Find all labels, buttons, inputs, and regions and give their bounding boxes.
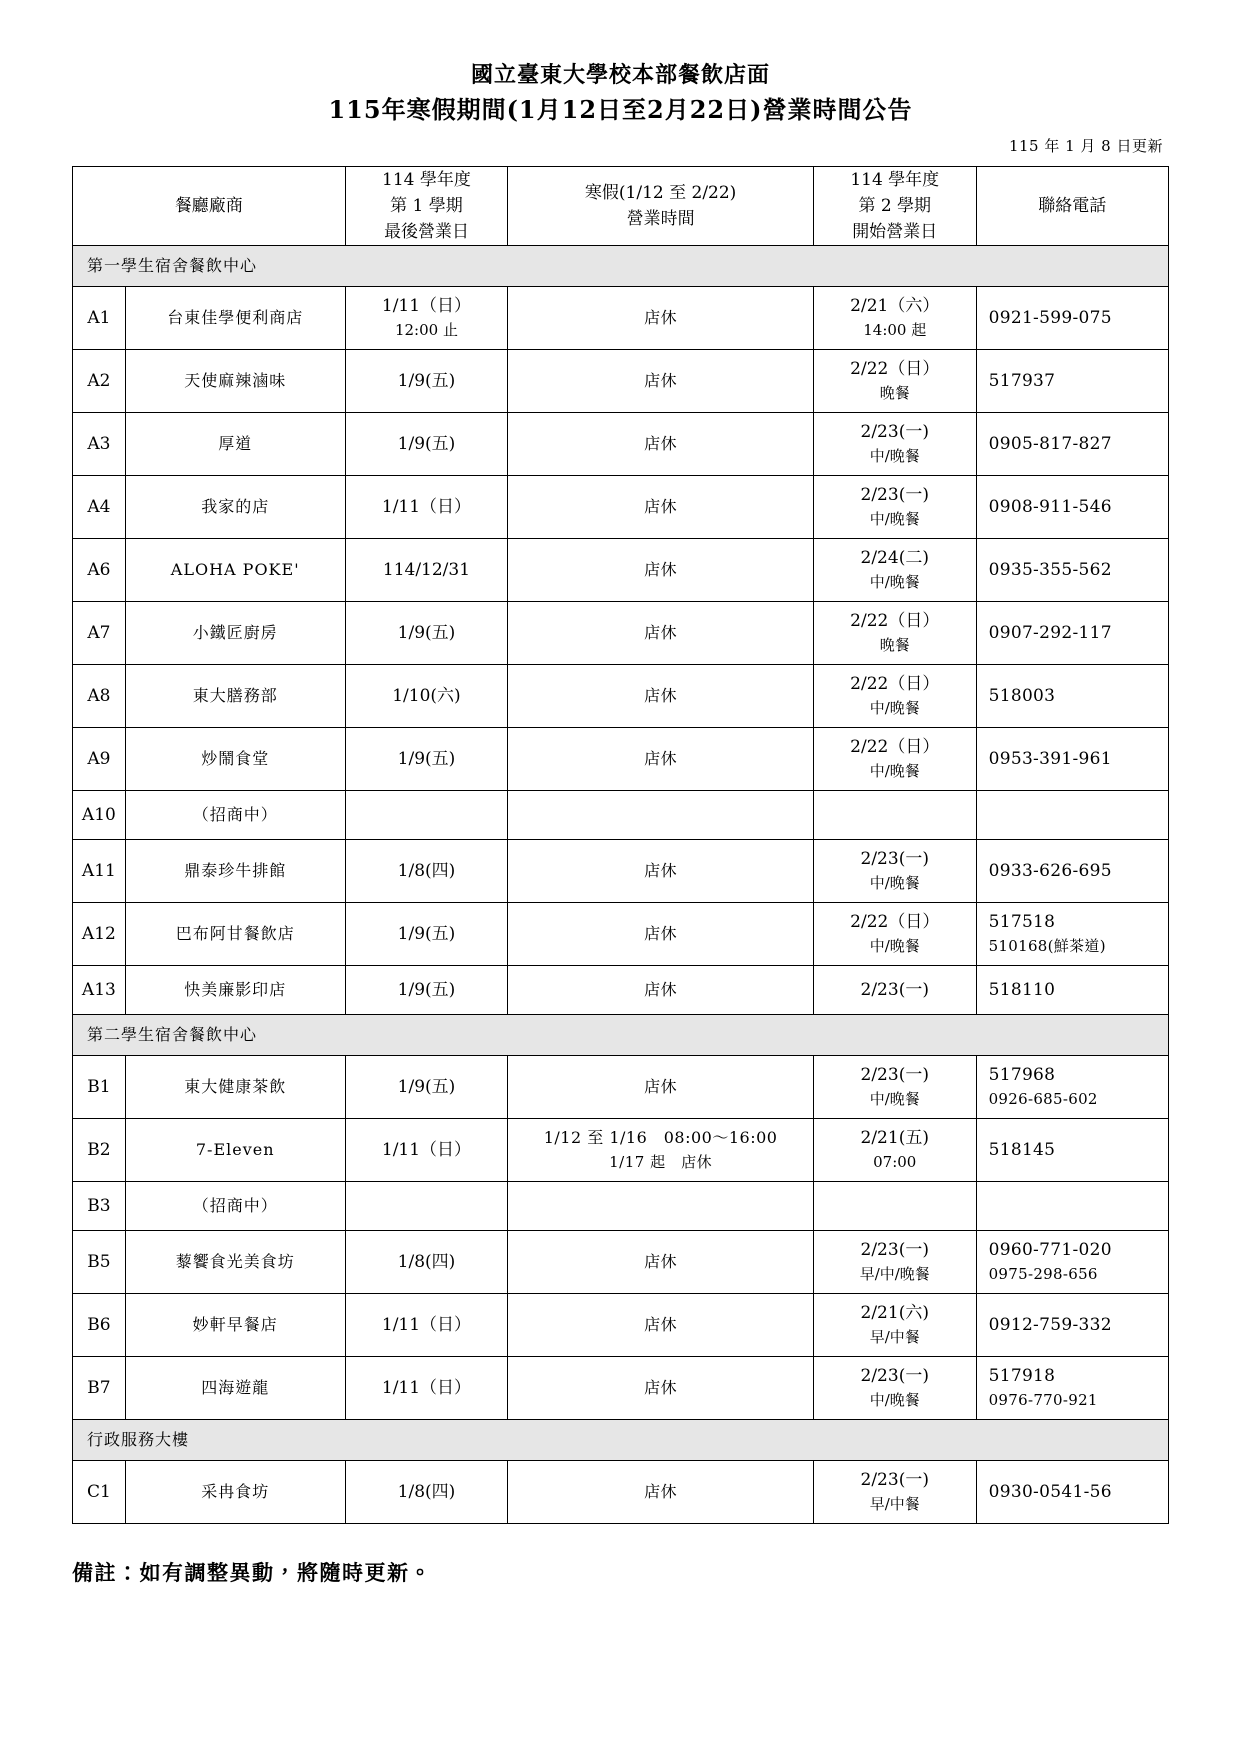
footer-note: 備註：如有調整異動，將隨時更新。 xyxy=(72,1560,432,1585)
start-business-day xyxy=(813,1119,976,1182)
contact-phone-line-2: 510168(鮮茶道) xyxy=(988,937,1106,955)
contact-phone-line-1: 517937 xyxy=(988,371,1056,391)
last-business-day xyxy=(345,840,508,903)
start-business-day-line-1: 2/22（日） xyxy=(850,737,940,757)
vendor-name-line-1: 炒鬧食堂 xyxy=(201,749,270,768)
vendor-name xyxy=(125,602,345,665)
last-business-day-line-1: 1/9(五) xyxy=(397,1077,456,1097)
table-row xyxy=(73,287,1169,350)
row-code-line-1: B6 xyxy=(87,1315,111,1335)
last-business-day xyxy=(345,1357,508,1420)
last-business-day-line-1: 1/9(五) xyxy=(397,749,456,769)
vendor-name xyxy=(125,287,345,350)
contact-phone xyxy=(976,903,1168,966)
start-business-day-line-2: 中/晚餐 xyxy=(869,510,920,528)
row-code-line-1: B2 xyxy=(87,1140,111,1160)
row-code xyxy=(73,1231,126,1294)
last-business-day xyxy=(345,413,508,476)
winter-hours xyxy=(508,287,814,350)
contact-phone-line-1: 0930-0541-56 xyxy=(988,1482,1112,1502)
row-code xyxy=(73,602,126,665)
contact-phone-line-1: 517918 xyxy=(988,1366,1056,1386)
contact-phone-line-2: 0926-685-602 xyxy=(988,1090,1098,1108)
winter-hours-line-1: 店休 xyxy=(644,686,678,705)
contact-phone xyxy=(976,728,1168,791)
contact-phone xyxy=(976,539,1168,602)
contact-phone-line-1: 517518 xyxy=(988,912,1056,932)
start-business-day-line-2: 中/晚餐 xyxy=(869,1391,920,1409)
contact-phone-line-1: 0960-771-020 xyxy=(988,1240,1112,1260)
winter-hours xyxy=(508,966,814,1015)
last-business-day-line-1: 1/9(五) xyxy=(397,980,456,1000)
update-date: 115 年 1 月 8 日更新 xyxy=(1008,137,1163,155)
row-code-line-1: B5 xyxy=(87,1252,111,1272)
last-business-day xyxy=(345,1461,508,1524)
start-business-day-line-2: 中/晚餐 xyxy=(869,573,920,591)
winter-hours-line-1: 店休 xyxy=(644,924,678,943)
start-business-day-line-1: 2/22（日） xyxy=(850,611,940,631)
header-row xyxy=(73,167,1169,246)
row-code-line-1: A1 xyxy=(87,308,111,328)
start-business-day-line-2: 早/中/晚餐 xyxy=(859,1265,930,1283)
winter-hours-line-1: 店休 xyxy=(644,560,678,579)
row-code xyxy=(73,1119,126,1182)
start-business-day xyxy=(813,1294,976,1357)
last-business-day xyxy=(345,1119,508,1182)
vendor-name-line-1: 台東佳學便利商店 xyxy=(167,308,304,327)
winter-hours-line-1: 店休 xyxy=(644,1378,678,1397)
row-code xyxy=(73,665,126,728)
contact-phone-line-1: 518003 xyxy=(988,686,1056,706)
row-code-line-1: A8 xyxy=(87,686,111,706)
winter-hours-line-1: 店休 xyxy=(644,434,678,453)
section-header-row xyxy=(73,246,1169,287)
winter-hours-line-1: 店休 xyxy=(644,1077,678,1096)
start-business-day xyxy=(813,539,976,602)
vendor-name xyxy=(125,1182,345,1231)
start-business-day xyxy=(813,728,976,791)
table-row xyxy=(73,728,1169,791)
vendor-name-line-1: ALOHA POKE' xyxy=(170,560,300,579)
start-business-day-line-2: 中/晚餐 xyxy=(869,874,920,892)
last-business-day xyxy=(345,350,508,413)
start-business-day-line-2: 中/晚餐 xyxy=(869,762,920,780)
contact-phone xyxy=(976,476,1168,539)
winter-hours xyxy=(508,413,814,476)
winter-hours xyxy=(508,476,814,539)
vendor-name xyxy=(125,413,345,476)
vendor-name-line-1: 四海遊龍 xyxy=(201,1378,270,1397)
header-winter-l2: 營業時間 xyxy=(626,209,695,229)
vendor-name xyxy=(125,476,345,539)
contact-phone-line-1: 0953-391-961 xyxy=(988,749,1112,769)
row-code-line-1: A13 xyxy=(81,980,116,1000)
vendor-name-line-1: 7-Eleven xyxy=(195,1140,275,1159)
start-business-day-line-1: 2/21(五) xyxy=(860,1128,929,1148)
vendor-name xyxy=(125,1461,345,1524)
row-code-line-1: A9 xyxy=(87,749,111,769)
vendor-name-line-1: 妙軒早餐店 xyxy=(192,1315,278,1334)
last-business-day xyxy=(345,1056,508,1119)
vendor-name-line-1: 巴布阿甘餐飲店 xyxy=(175,924,295,943)
row-code xyxy=(73,966,126,1015)
contact-phone xyxy=(976,1231,1168,1294)
winter-hours xyxy=(508,840,814,903)
table-row xyxy=(73,966,1169,1015)
last-business-day-line-1: 1/9(五) xyxy=(397,623,456,643)
winter-hours-line-1: 店休 xyxy=(644,623,678,642)
start-business-day-line-2: 中/晚餐 xyxy=(869,447,920,465)
row-code-line-1: A12 xyxy=(81,924,116,944)
start-business-day-line-1: 2/23(一) xyxy=(860,980,929,1000)
last-business-day xyxy=(345,539,508,602)
row-code xyxy=(73,1461,126,1524)
winter-hours xyxy=(508,791,814,840)
contact-phone xyxy=(976,413,1168,476)
last-business-day xyxy=(345,791,508,840)
start-business-day-line-2: 晚餐 xyxy=(879,636,910,654)
header-start-business-day xyxy=(813,167,976,246)
contact-phone-line-1: 518145 xyxy=(988,1140,1056,1160)
last-business-day-line-1: 114/12/31 xyxy=(382,560,471,580)
header-start-l1: 114 學年度 xyxy=(850,170,940,190)
vendor-name-line-1: 快美廉影印店 xyxy=(184,980,287,999)
contact-phone-line-1: 0912-759-332 xyxy=(988,1315,1112,1335)
vendor-name xyxy=(125,350,345,413)
start-business-day xyxy=(813,287,976,350)
winter-hours-line-1: 店休 xyxy=(644,749,678,768)
start-business-day-line-1: 2/23(一) xyxy=(860,849,929,869)
start-business-day xyxy=(813,602,976,665)
header-start-l3: 開始營業日 xyxy=(852,222,938,242)
winter-hours xyxy=(508,1357,814,1420)
table-row xyxy=(73,1182,1169,1231)
last-business-day-line-1: 1/8(四) xyxy=(397,1482,456,1502)
vendor-name-line-1: 我家的店 xyxy=(201,497,270,516)
contact-phone xyxy=(976,1461,1168,1524)
start-business-day-line-1: 2/23(一) xyxy=(860,1470,929,1490)
winter-hours-line-1: 店休 xyxy=(644,308,678,327)
winter-hours xyxy=(508,903,814,966)
contact-phone xyxy=(976,966,1168,1015)
start-business-day xyxy=(813,476,976,539)
schedule-table xyxy=(72,166,1169,1524)
start-business-day-line-1: 2/21(六) xyxy=(860,1303,929,1323)
start-business-day-line-1: 2/23(一) xyxy=(860,485,929,505)
contact-phone-line-1: 0921-599-075 xyxy=(988,308,1112,328)
section-title: 第二學生宿舍餐飲中心 xyxy=(73,1015,1169,1056)
winter-hours-line-2: 1/17 起 店休 xyxy=(609,1153,713,1171)
contact-phone xyxy=(976,840,1168,903)
row-code xyxy=(73,840,126,903)
row-code xyxy=(73,1294,126,1357)
last-business-day-line-1: 1/11（日） xyxy=(381,1315,472,1335)
row-code-line-1: A4 xyxy=(87,497,111,517)
table-row xyxy=(73,1231,1169,1294)
last-business-day xyxy=(345,665,508,728)
table-row xyxy=(73,1056,1169,1119)
start-business-day xyxy=(813,903,976,966)
start-business-day-line-2: 07:00 xyxy=(873,1153,917,1171)
start-business-day-line-1: 2/22（日） xyxy=(850,912,940,932)
last-business-day-line-2: 12:00 止 xyxy=(394,321,458,339)
start-business-day xyxy=(813,413,976,476)
last-business-day xyxy=(345,1294,508,1357)
row-code-line-1: B7 xyxy=(87,1378,111,1398)
table-row xyxy=(73,840,1169,903)
section-header-row xyxy=(73,1420,1169,1461)
start-business-day-line-1: 2/23(一) xyxy=(860,1240,929,1260)
vendor-name-line-1: 東大膳務部 xyxy=(192,686,278,705)
vendor-name-line-1: 東大健康茶飲 xyxy=(184,1077,287,1096)
row-code xyxy=(73,476,126,539)
start-business-day xyxy=(813,1182,976,1231)
header-phone: 聯絡電話 xyxy=(976,167,1168,246)
winter-hours xyxy=(508,350,814,413)
start-business-day-line-2: 晚餐 xyxy=(879,384,910,402)
contact-phone xyxy=(976,1357,1168,1420)
last-business-day xyxy=(345,966,508,1015)
last-business-day-line-1: 1/10(六) xyxy=(392,686,461,706)
last-business-day-line-1: 1/8(四) xyxy=(397,861,456,881)
start-business-day xyxy=(813,1461,976,1524)
row-code xyxy=(73,1182,126,1231)
start-business-day-line-2: 中/晚餐 xyxy=(869,937,920,955)
row-code xyxy=(73,287,126,350)
header-last-l3: 最後營業日 xyxy=(383,222,469,242)
start-business-day-line-2: 中/晚餐 xyxy=(869,1090,920,1108)
last-business-day xyxy=(345,1231,508,1294)
page-title-line-2: 115年寒假期間(1月12日至2月22日)營業時間公告 xyxy=(328,95,913,124)
header-vendor: 餐廳廠商 xyxy=(73,167,346,246)
start-business-day xyxy=(813,791,976,840)
contact-phone xyxy=(976,1056,1168,1119)
table-body xyxy=(73,246,1169,1524)
vendor-name-line-1: （招商中） xyxy=(192,805,278,824)
start-business-day-line-1: 2/24(二) xyxy=(860,548,929,568)
start-business-day xyxy=(813,1357,976,1420)
contact-phone xyxy=(976,602,1168,665)
winter-hours-line-1: 店休 xyxy=(644,497,678,516)
vendor-name xyxy=(125,966,345,1015)
start-business-day-line-1: 2/22（日） xyxy=(850,674,940,694)
start-business-day xyxy=(813,350,976,413)
table-row xyxy=(73,350,1169,413)
title-block xyxy=(72,58,1169,128)
winter-hours xyxy=(508,1182,814,1231)
vendor-name xyxy=(125,903,345,966)
last-business-day xyxy=(345,728,508,791)
winter-hours xyxy=(508,728,814,791)
table-row xyxy=(73,1461,1169,1524)
vendor-name-line-1: 鼎泰珍牛排館 xyxy=(184,861,287,880)
table-row xyxy=(73,1357,1169,1420)
contact-phone xyxy=(976,287,1168,350)
winter-hours xyxy=(508,602,814,665)
last-business-day xyxy=(345,903,508,966)
winter-hours xyxy=(508,539,814,602)
row-code xyxy=(73,1056,126,1119)
table-row xyxy=(73,903,1169,966)
start-business-day-line-1: 2/22（日） xyxy=(850,359,940,379)
header-last-l2: 第 1 學期 xyxy=(390,196,463,216)
contact-phone xyxy=(976,1119,1168,1182)
winter-hours xyxy=(508,1294,814,1357)
table-row xyxy=(73,1119,1169,1182)
row-code xyxy=(73,1357,126,1420)
start-business-day xyxy=(813,966,976,1015)
start-business-day-line-1: 2/21（六） xyxy=(850,296,940,316)
table-row xyxy=(73,413,1169,476)
contact-phone xyxy=(976,350,1168,413)
winter-hours xyxy=(508,1461,814,1524)
vendor-name-line-1: 采冉食坊 xyxy=(201,1482,270,1501)
vendor-name xyxy=(125,1119,345,1182)
last-business-day xyxy=(345,476,508,539)
row-code xyxy=(73,413,126,476)
contact-phone-line-1: 0905-817-827 xyxy=(988,434,1112,454)
table-row xyxy=(73,791,1169,840)
contact-phone xyxy=(976,665,1168,728)
table-row xyxy=(73,602,1169,665)
row-code xyxy=(73,350,126,413)
table-row xyxy=(73,539,1169,602)
start-business-day xyxy=(813,1231,976,1294)
row-code-line-1: A6 xyxy=(87,560,111,580)
last-business-day xyxy=(345,287,508,350)
header-last-business-day xyxy=(345,167,508,246)
vendor-name xyxy=(125,840,345,903)
row-code xyxy=(73,903,126,966)
row-code-line-1: C1 xyxy=(86,1482,111,1502)
table-head xyxy=(73,167,1169,246)
header-winter-l1: 寒假(1/12 至 2/22) xyxy=(584,183,737,203)
last-business-day xyxy=(345,1182,508,1231)
header-winter-hours xyxy=(508,167,814,246)
start-business-day-line-2: 早/中餐 xyxy=(869,1328,920,1346)
row-code-line-1: B1 xyxy=(87,1077,111,1097)
section-title: 第一學生宿舍餐飲中心 xyxy=(73,246,1169,287)
winter-hours xyxy=(508,1231,814,1294)
last-business-day-line-1: 1/9(五) xyxy=(397,924,456,944)
row-code-line-1: B3 xyxy=(87,1196,111,1216)
row-code-line-1: A10 xyxy=(81,805,116,825)
contact-phone-line-1: 0908-911-546 xyxy=(988,497,1112,517)
vendor-name-line-1: 厚道 xyxy=(218,434,253,453)
last-business-day-line-1: 1/11（日） xyxy=(381,497,472,517)
vendor-name-line-1: 藜饗食光美食坊 xyxy=(175,1252,295,1271)
start-business-day xyxy=(813,1056,976,1119)
last-business-day-line-1: 1/11（日） xyxy=(381,1378,472,1398)
start-business-day-line-1: 2/23(一) xyxy=(860,1366,929,1386)
vendor-name xyxy=(125,539,345,602)
page-title-line-1: 國立臺東大學校本部餐飲店面 xyxy=(470,62,770,88)
row-code xyxy=(73,539,126,602)
start-business-day-line-2: 早/中餐 xyxy=(869,1495,920,1513)
table-row xyxy=(73,1294,1169,1357)
winter-hours-line-1: 1/12 至 1/16 08:00～16:00 xyxy=(543,1128,778,1147)
row-code-line-1: A2 xyxy=(87,371,111,391)
section-header-row xyxy=(73,1015,1169,1056)
vendor-name xyxy=(125,728,345,791)
contact-phone-line-1: 517968 xyxy=(988,1065,1056,1085)
contact-phone xyxy=(976,1182,1168,1231)
vendor-name-line-1: 小鐵匠廚房 xyxy=(192,623,278,642)
row-code-line-1: A3 xyxy=(87,434,111,454)
contact-phone-line-1: 518110 xyxy=(988,980,1056,1000)
contact-phone xyxy=(976,791,1168,840)
vendor-name xyxy=(125,1231,345,1294)
start-business-day xyxy=(813,665,976,728)
winter-hours-line-1: 店休 xyxy=(644,1252,678,1271)
start-business-day-line-1: 2/23(一) xyxy=(860,422,929,442)
contact-phone-line-2: 0975-298-656 xyxy=(988,1265,1098,1283)
last-business-day xyxy=(345,602,508,665)
winter-hours xyxy=(508,665,814,728)
row-code-line-1: A11 xyxy=(81,861,116,881)
vendor-name xyxy=(125,1056,345,1119)
contact-phone-line-1: 0933-626-695 xyxy=(988,861,1112,881)
last-business-day-line-1: 1/9(五) xyxy=(397,371,456,391)
contact-phone-line-1: 0907-292-117 xyxy=(988,623,1112,643)
contact-phone-line-2: 0976-770-921 xyxy=(988,1391,1098,1409)
winter-hours xyxy=(508,1119,814,1182)
winter-hours-line-1: 店休 xyxy=(644,371,678,390)
last-business-day-line-1: 1/11（日） xyxy=(381,1140,472,1160)
start-business-day-line-2: 14:00 起 xyxy=(863,321,927,339)
last-business-day-line-1: 1/11（日） xyxy=(381,296,472,316)
start-business-day xyxy=(813,840,976,903)
header-start-l2: 第 2 學期 xyxy=(858,196,932,216)
table-row xyxy=(73,476,1169,539)
vendor-name xyxy=(125,1357,345,1420)
winter-hours-line-1: 店休 xyxy=(644,980,678,999)
vendor-name xyxy=(125,791,345,840)
vendor-name-line-1: 天使麻辣滷味 xyxy=(184,371,287,390)
vendor-name-line-1: （招商中） xyxy=(192,1196,278,1215)
vendor-name xyxy=(125,1294,345,1357)
contact-phone-line-1: 0935-355-562 xyxy=(988,560,1112,580)
winter-hours-line-1: 店休 xyxy=(644,861,678,880)
winter-hours-line-1: 店休 xyxy=(644,1315,678,1334)
start-business-day-line-2: 中/晚餐 xyxy=(869,699,920,717)
vendor-name xyxy=(125,665,345,728)
winter-hours xyxy=(508,1056,814,1119)
last-business-day-line-1: 1/8(四) xyxy=(397,1252,456,1272)
contact-phone xyxy=(976,1294,1168,1357)
row-code-line-1: A7 xyxy=(87,623,111,643)
header-last-l1: 114 學年度 xyxy=(382,170,471,190)
row-code xyxy=(73,728,126,791)
last-business-day-line-1: 1/9(五) xyxy=(397,434,456,454)
section-title: 行政服務大樓 xyxy=(73,1420,1169,1461)
winter-hours-line-1: 店休 xyxy=(644,1482,678,1501)
row-code xyxy=(73,791,126,840)
table-row xyxy=(73,665,1169,728)
start-business-day-line-1: 2/23(一) xyxy=(860,1065,929,1085)
